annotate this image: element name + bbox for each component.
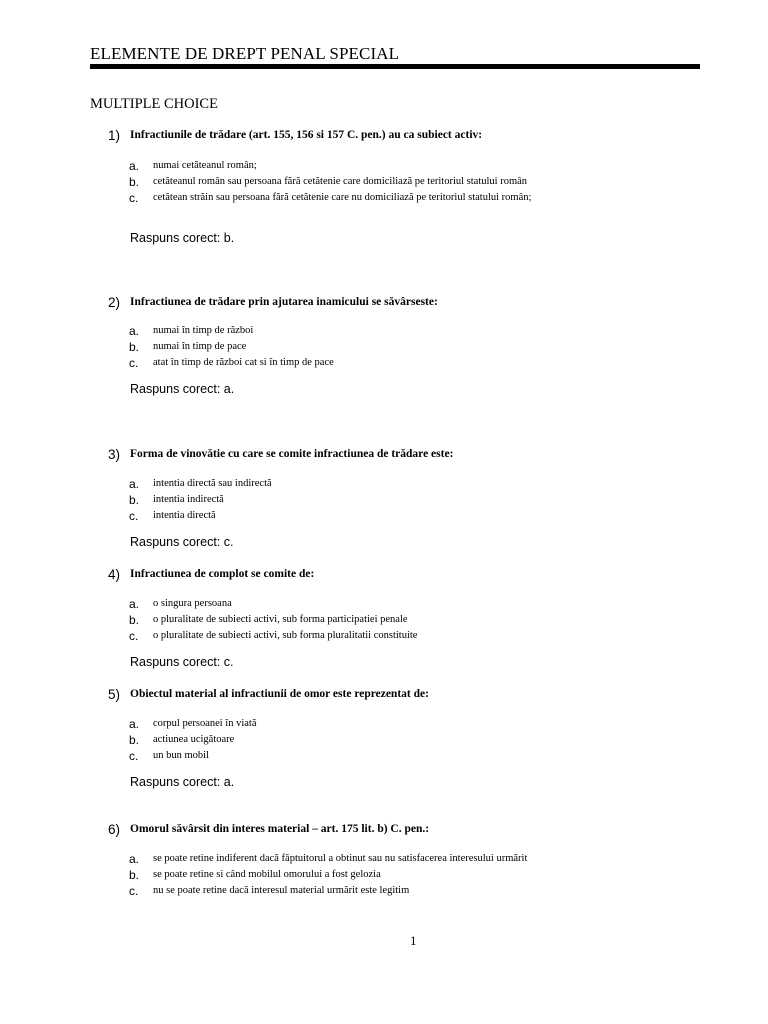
option-a	[0, 159, 768, 175]
question-text: Infractiunile de trădare (art. 155, 156 si 157 C. pen.) au ca subiect activ:	[130, 129, 483, 141]
correct-answer: Raspuns corect: b.	[130, 231, 235, 245]
correct-answer: Raspuns corect: c.	[130, 655, 234, 669]
question-text: Obiectul material al infractiunii de omor este reprezentat de:	[130, 688, 429, 700]
option-c	[0, 191, 768, 207]
option-c	[0, 749, 768, 765]
option-letter: c.	[129, 884, 139, 898]
option-text: intentia directă sau indirectă	[153, 478, 272, 489]
option-b	[0, 493, 768, 509]
option-a	[0, 477, 768, 493]
option-text: o pluralitate de subiecti activi, sub forma pluralitatii constituite	[153, 630, 418, 641]
option-letter: c.	[129, 749, 139, 763]
option-letter: b.	[129, 340, 140, 354]
option-letter: c.	[129, 191, 139, 205]
option-a	[0, 324, 768, 340]
question-number: 5)	[108, 687, 121, 702]
section-title: MULTIPLE CHOICE	[90, 96, 218, 112]
option-letter: b.	[129, 493, 140, 507]
correct-answer: Raspuns corect: c.	[130, 535, 234, 549]
option-text: o pluralitate de subiecti activi, sub forma participatiei penale	[153, 614, 408, 625]
question-number: 4)	[108, 567, 121, 582]
option-text: numai în timp de pace	[153, 341, 247, 352]
option-text: o singura persoana	[153, 598, 232, 609]
option-b	[0, 175, 768, 191]
question-text: Infractiunea de complot se comite de:	[130, 568, 315, 580]
question-text: Forma de vinovătie cu care se comite infractiunea de trădare este:	[130, 448, 454, 460]
option-c	[0, 509, 768, 525]
option-c	[0, 629, 768, 645]
correct-answer: Raspuns corect: a.	[130, 775, 235, 789]
option-text: atat în timp de război cat si în timp de pace	[153, 357, 334, 368]
option-text: cetăteanul român sau persoana fără cetătenie care domiciliază pe teritoriul statului român	[153, 176, 528, 187]
question-text: Omorul săvârsit din interes material – art. 175 lit. b) C. pen.:	[130, 823, 430, 835]
option-text: se poate retine indiferent dacă făptuitorul a obtinut sau nu satisfacerea interesului urmărit	[153, 853, 528, 864]
option-text: cetătean străin sau persoana fără cetătenie care nu domiciliază pe teritoriul statului român;	[153, 192, 532, 203]
question-text: Infractiunea de trădare prin ajutarea inamicului se săvârseste:	[130, 296, 438, 308]
option-letter: a.	[129, 477, 140, 491]
option-text: se poate retine si când mobilul omorului a fost gelozia	[153, 869, 381, 880]
option-letter: c.	[129, 356, 139, 370]
option-letter: b.	[129, 175, 140, 189]
question-number: 1)	[108, 128, 121, 143]
option-letter: a.	[129, 852, 140, 866]
option-c	[0, 884, 768, 900]
option-text: intentia directă	[153, 510, 216, 521]
option-text: nu se poate retine dacă interesul material urmărit este legitim	[153, 885, 410, 896]
option-letter: b.	[129, 868, 140, 882]
option-b	[0, 613, 768, 629]
option-letter: a.	[129, 324, 140, 338]
question-number: 3)	[108, 447, 121, 462]
option-letter: c.	[129, 629, 139, 643]
option-a	[0, 852, 768, 868]
option-letter: a.	[129, 597, 140, 611]
option-b	[0, 340, 768, 356]
option-text: numai în timp de război	[153, 325, 254, 336]
option-b	[0, 868, 768, 884]
option-letter: a.	[129, 159, 140, 173]
correct-answer: Raspuns corect: a.	[130, 382, 235, 396]
header-divider	[90, 64, 700, 69]
option-b	[0, 733, 768, 749]
option-text: intentia indirectă	[153, 494, 224, 505]
option-letter: c.	[129, 509, 139, 523]
option-text: actiunea ucigătoare	[153, 734, 235, 745]
option-text: numai cetăteanul român;	[153, 160, 257, 171]
option-letter: a.	[129, 717, 140, 731]
option-letter: b.	[129, 733, 140, 747]
option-a	[0, 717, 768, 733]
option-letter: b.	[129, 613, 140, 627]
page-number: 1	[410, 933, 417, 948]
question-number: 6)	[108, 822, 121, 837]
option-a	[0, 597, 768, 613]
document-title: ELEMENTE DE DREPT PENAL SPECIAL	[90, 44, 400, 63]
question-number: 2)	[108, 295, 121, 310]
option-text: corpul persoanei în viată	[153, 718, 257, 729]
option-text: un bun mobil	[153, 750, 210, 761]
option-c	[0, 356, 768, 372]
